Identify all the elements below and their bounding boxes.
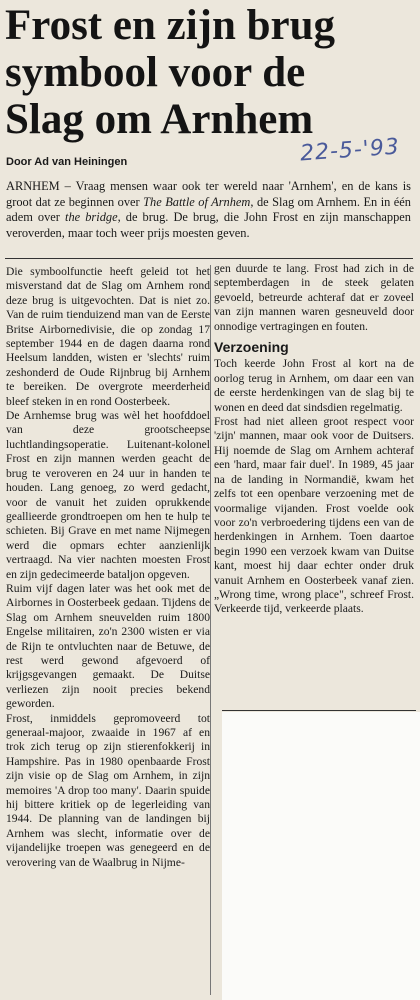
lead-text-2: , de Slag om Arnhem. En in één adem over — [6, 194, 412, 225]
headline — [5, 2, 415, 143]
left-column — [6, 265, 210, 870]
body-paragraph: Frost had niet alleen groot respect voor 'zijn' mannen, maar ook voor de Duitsers. Hij noemde de Slag om Arnhem achteraf een 'hard, maar fair duel'. In 1989, 45 jaar na de landing in Normandië, kwam het zelfs tot een openbare verzoening met de voormalige vijanden. Frost voelde ook voor zo'n verbroedering tijdens een van de herdenkingen in Arnhem. Toen daartoe begin 1990 een verzoek kwam van Duitse kant, moest hij daar echter onder druk vanuit Arnhem en Oosterbeek vanaf zien. „Wrong time, wrong place", schreef Frost. Verkeerde tijd, verkeerde plaats. — [214, 415, 414, 616]
blank-margin — [222, 712, 420, 1000]
right-column — [214, 262, 414, 617]
article-end-rule — [222, 710, 416, 711]
lead-divider — [5, 258, 413, 259]
lead-text-3: , de brug. De brug, die John Frost en zijn manschappen veroverden, maar toch weer prijs moesten geven. — [6, 210, 411, 240]
lead-text-1: ARNHEM – Vraag mensen waar ook ter wereld naar 'Arnhem', en de kans is groot dat ze beginnen over — [6, 179, 411, 209]
body-paragraph: Toch keerde John Frost al kort na de oorlog terug in Arnhem, om daar een van de eerste herdenkingen van de slag bij te wonen en deed dat sindsdien regelmatig. — [214, 357, 414, 414]
body-paragraph: Ruim vijf dagen later was het ook met de Airbornes in Oosterbeek gedaan. Tijdens de Slag om Arnhem sneuvelden ruim 1800 Engelse militairen, zo'n 2300 wisten er via de Rijn te ontvluchten naar de Betuwe, de rest werd gewond afgevoerd of krijgsgevangen gemaakt. De Duitse verliezen zijn nooit precies bekend geworden. — [6, 581, 210, 711]
subheading: Verzoening — [214, 339, 289, 356]
body-paragraph: Frost, inmiddels gepromoveerd tot generaal-majoor, zwaaide in 1967 af en trok zich terug op zijn stierenfokkerij in Hampshire. Pas in 1980 openbaarde Frost zijn visie op de Slag om Arnhem, in zijn memoires 'A drop too many'. Daarin spuide hij bittere kritiek op de legerleiding van 1944. De planning van de landingen bij Arnhem was slecht, informatie over de vijandelijke troepen was genegeerd en de verovering van de Waalbrug in Nijme- — [6, 711, 210, 869]
column-divider — [210, 265, 211, 995]
headline-line-1: Frost en zijn brug — [5, 2, 336, 49]
body-paragraph: Die symboolfunctie heeft geleid tot het misverstand dat de Slag om Arnhem rond deze brug is uitgevochten. Dat is niet zo. Van de ruim tienduizend man van de Eerste Britse Airbornedivisie, die op zondag 17 september 1944 en de dagen daarna rond Heelsum landden, wisten er 'slechts' ruim zeshonderd de Oude Rijnbrug bij Arnhem te bereiken. De overgrote meerderheid bleef steken in en rond Oosterbeek. — [6, 265, 210, 408]
body-paragraph: De Arnhemse brug was wèl het hoofddoel van deze grootscheepse luchtlandingsoperatie. Luitenant-kolonel Frost en zijn mannen werden geacht de brug te veroveren en 24 uur in handen te houden. Lang genoeg, zo werd gedacht, voor de vanuit het zuiden oprukkende geallieerde grondtroepen om hen te hulp te schieten. Bij Grave en met name Nijmegen werd die opmars echter aanzienlijk vertraagd. Na vier nachten moesten Frost en zijn gedecimeerde bataljon opgeven. — [6, 409, 210, 581]
lead-italic-1: The Battle of Arnhem — [143, 194, 251, 209]
headline-line-2: symbool voor de — [5, 49, 306, 96]
headline-line-3: Slag om Arnhem — [5, 96, 314, 143]
byline: Door Ad van Heiningen — [6, 156, 128, 168]
body-paragraph: gen duurde te lang. Frost had zich in de septemberdagen in de steek gelaten gevoeld, betreurde achteraf dat er zoveel van zijn mannen waren gesneuveld door onnodige vertragingen en fouten. — [214, 262, 414, 333]
lead-paragraph — [6, 179, 411, 241]
handwritten-date: 22-5-'93 — [299, 134, 401, 167]
lead-italic-2: the bridge — [65, 210, 118, 225]
